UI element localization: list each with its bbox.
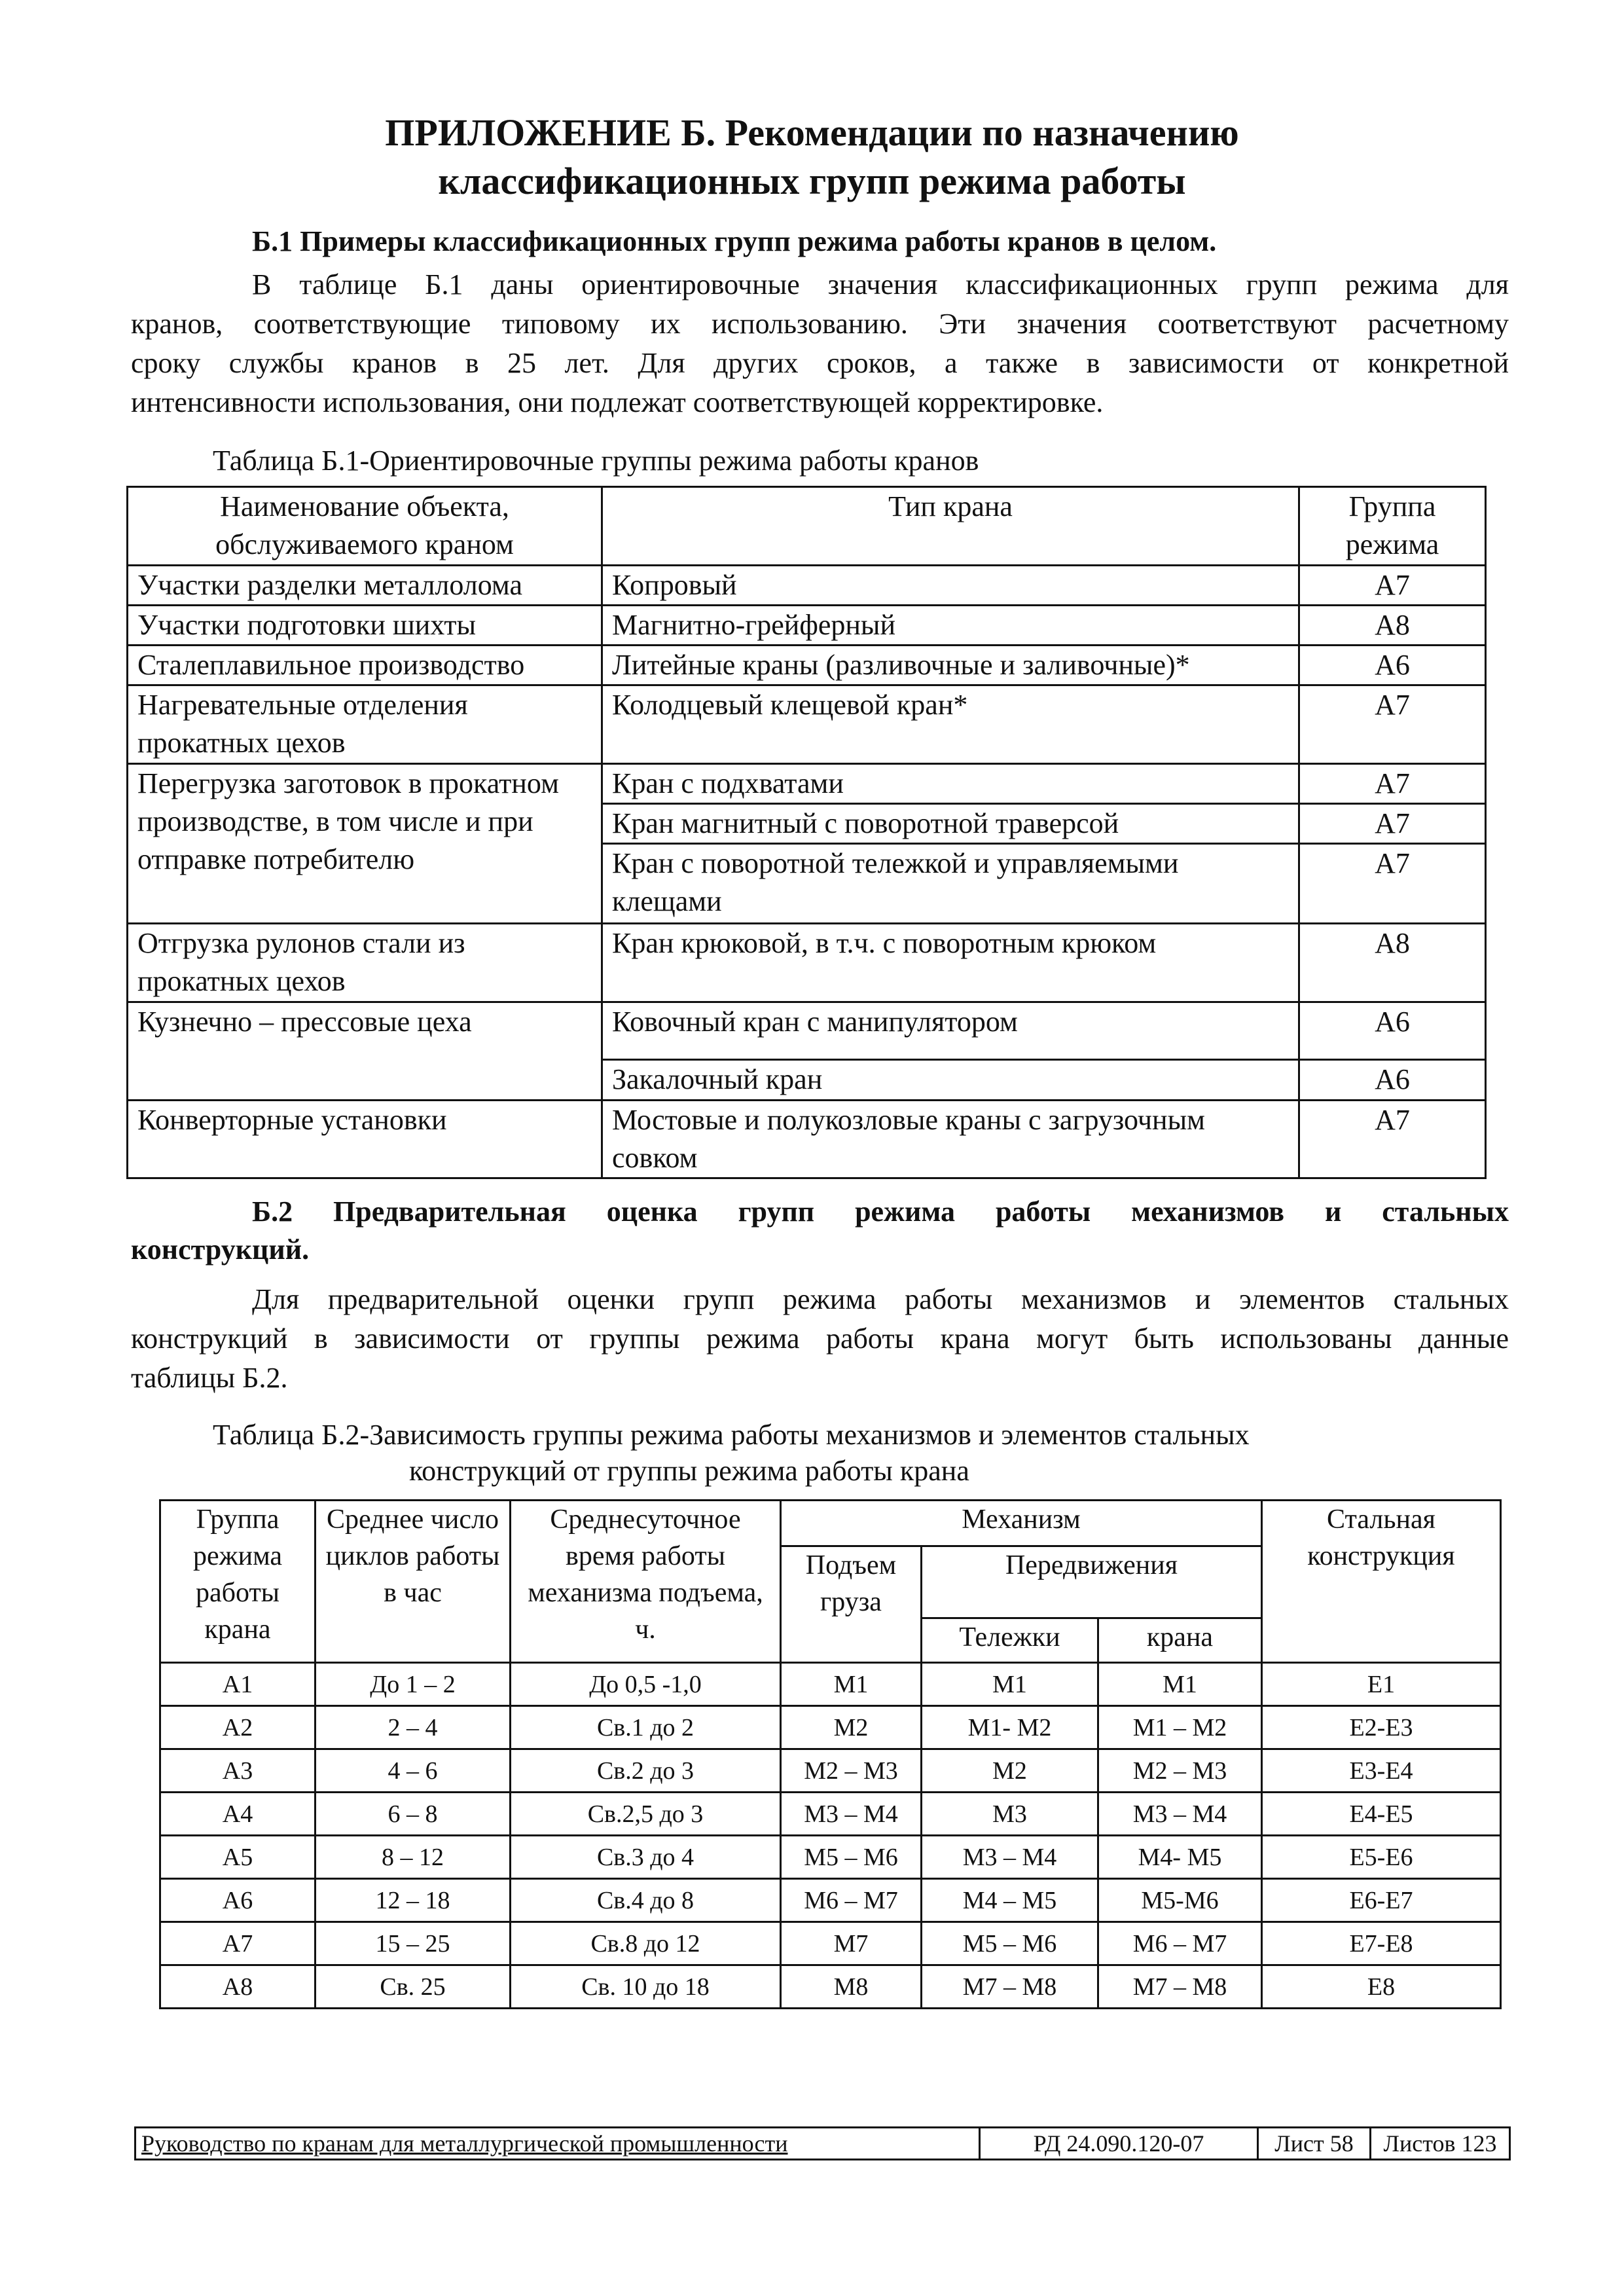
table2-cycles: Св. 25 — [316, 1965, 511, 2009]
table2-group: А1 — [160, 1663, 316, 1706]
paragraph-line: В таблице Б.1 даны ориентировочные значения классификационных групп режима для — [252, 268, 1509, 301]
table2-steel: Е1 — [1262, 1663, 1501, 1706]
table2-time: Св.8 до 12 — [511, 1922, 781, 1965]
section-b1-heading: Б.1 Примеры классификационных групп режима работы кранов в целом. — [252, 225, 1217, 257]
table2-group: А2 — [160, 1706, 316, 1749]
table-row — [128, 685, 1486, 764]
table1-crane: Мостовые и полукозловые краны с загрузочным совком — [602, 1101, 1299, 1178]
table2-caption-line2: конструкций от группы режима работы крана — [409, 1455, 969, 1487]
table2-header-daily-time: Среднесуточное время работы механизма подъема, ч. — [511, 1501, 781, 1663]
table2-cycles: 12 – 18 — [316, 1879, 511, 1922]
table1-group: А8 — [1299, 924, 1486, 1002]
table1-group: А7 — [1299, 804, 1486, 844]
table1-group: А6 — [1299, 1002, 1486, 1060]
paragraph-line: конструкций в зависимости от группы режима работы крана могут быть использованы данные — [131, 1322, 1509, 1355]
table2-cycles: 8 – 12 — [316, 1836, 511, 1879]
table2-lift: М5 – М6 — [781, 1836, 922, 1879]
paragraph-line: интенсивности использования, они подлежат соответствующей корректировке. — [131, 386, 1104, 418]
table1 — [126, 486, 1487, 1179]
table1-group: А7 — [1299, 1101, 1486, 1178]
footer-document-code: РД 24.090.120-07 — [980, 2128, 1258, 2160]
table1-header-row — [128, 487, 1486, 566]
table1-crane: Кран с поворотной тележкой и управляемыми клещами — [602, 844, 1299, 924]
table1-header-group: Группа режима — [1299, 487, 1486, 566]
table2-steel: Е8 — [1262, 1965, 1501, 2009]
table1-crane: Кран магнитный с поворотной траверсой — [602, 804, 1299, 844]
table2-header-mechanism: Механизм — [781, 1501, 1262, 1546]
page-title-line1: ПРИЛОЖЕНИЕ Б. Рекомендации по назначению — [385, 111, 1239, 154]
table2-time: Св.1 до 2 — [511, 1706, 781, 1749]
table2-steel: Е5-Е6 — [1262, 1836, 1501, 1879]
table2-crane: М4- М5 — [1098, 1836, 1262, 1879]
table-row — [128, 646, 1486, 685]
table2 — [159, 1499, 1502, 2009]
footer-sheets-total: Листов 123 — [1371, 2128, 1510, 2160]
table-row — [128, 1002, 1486, 1060]
paragraph-line: сроку службы кранов в 25 лет. Для других сроков, а также в зависимости от конкретной — [131, 347, 1509, 379]
table1-header-object: Наименование объекта, обслуживаемого краном — [128, 487, 602, 566]
table2-trolley: М3 – М4 — [922, 1836, 1098, 1879]
footer-sheet-number: Лист 58 — [1258, 2128, 1371, 2160]
table2-lift: М2 – М3 — [781, 1749, 922, 1793]
table2-trolley: М7 – М8 — [922, 1965, 1098, 2009]
table1-crane: Копровый — [602, 566, 1299, 606]
table2-steel: Е3-Е4 — [1262, 1749, 1501, 1793]
table-row — [160, 1706, 1501, 1749]
table-row — [160, 1749, 1501, 1793]
table2-trolley: М1- М2 — [922, 1706, 1098, 1749]
table2-cycles: До 1 – 2 — [316, 1663, 511, 1706]
table2-time: Св.3 до 4 — [511, 1836, 781, 1879]
table2-time: Св.2,5 до 3 — [511, 1793, 781, 1836]
paragraph-line: Для предварительной оценки групп режима работы механизмов и элементов стальных — [252, 1283, 1509, 1315]
table1-crane: Магнитно-грейферный — [602, 606, 1299, 646]
table2-crane: М1 — [1098, 1663, 1262, 1706]
section-b2-paragraph — [131, 1280, 1509, 1398]
table1-crane: Закалочный кран — [602, 1060, 1299, 1101]
table-row — [160, 1836, 1501, 1879]
table1-object: Перегрузка заготовок в прокатном производстве, в том числе и при отправке потребителю — [128, 764, 602, 924]
table1-object: Участки подготовки шихты — [128, 606, 602, 646]
table2-lift: М3 – М4 — [781, 1793, 922, 1836]
table2-crane: М3 – М4 — [1098, 1793, 1262, 1836]
table1-object: Нагревательные отделения прокатных цехов — [128, 685, 602, 764]
table1-caption: Таблица Б.1-Ориентировочные группы режима работы кранов — [213, 445, 979, 477]
footer-stamp — [134, 2126, 1511, 2160]
table2-lift: М6 – М7 — [781, 1879, 922, 1922]
table2-group: А8 — [160, 1965, 316, 2009]
table2-cycles: 15 – 25 — [316, 1922, 511, 1965]
table2-header-cycles: Среднее число циклов работы в час — [316, 1501, 511, 1663]
table1-object: Отгрузка рулонов стали из прокатных цехов — [128, 924, 602, 1002]
table2-trolley: М4 – М5 — [922, 1879, 1098, 1922]
table1-crane: Литейные краны (разливочные и заливочные)* — [602, 646, 1299, 685]
table1-object: Участки разделки металлолома — [128, 566, 602, 606]
table2-lift: М1 — [781, 1663, 922, 1706]
section-b2-heading-line1: Б.2 Предварительная оценка групп режима работы механизмов и стальных — [252, 1195, 1509, 1228]
table2-lift: М7 — [781, 1922, 922, 1965]
table-row — [160, 1663, 1501, 1706]
table2-steel: Е2-Е3 — [1262, 1706, 1501, 1749]
table2-caption-line1: Таблица Б.2-Зависимость группы режима работы механизмов и элементов стальных — [213, 1419, 1250, 1451]
table-row — [160, 1793, 1501, 1836]
table2-time: До 0,5 -1,0 — [511, 1663, 781, 1706]
table-row — [160, 1965, 1501, 2009]
table2-header-travel: Передвижения — [922, 1546, 1262, 1618]
table2-steel: Е6-Е7 — [1262, 1879, 1501, 1922]
table2-header-group: Группа режима работы крана — [160, 1501, 316, 1663]
table2-crane: М2 – М3 — [1098, 1749, 1262, 1793]
table1-group: А7 — [1299, 764, 1486, 804]
section-b1-paragraph — [131, 265, 1509, 422]
table2-header-trolley: Тележки — [922, 1618, 1098, 1663]
table2-group: А5 — [160, 1836, 316, 1879]
table2-lift: М2 — [781, 1706, 922, 1749]
table2-time: Св. 10 до 18 — [511, 1965, 781, 2009]
table1-header-crane-type: Тип крана — [602, 487, 1299, 566]
table2-trolley: М1 — [922, 1663, 1098, 1706]
table2-group: А3 — [160, 1749, 316, 1793]
page-title-line2: классификационных групп режима работы — [438, 160, 1186, 202]
table-row — [128, 606, 1486, 646]
table2-header-row — [160, 1501, 1501, 1546]
table2-header-steel: Стальная конструкция — [1262, 1501, 1501, 1663]
table-row — [128, 924, 1486, 1002]
table1-crane: Ковочный кран с манипулятором — [602, 1002, 1299, 1060]
table2-cycles: 4 – 6 — [316, 1749, 511, 1793]
paragraph-line: кранов, соответствующие типовому их использованию. Эти значения соответствуют расчетному — [131, 308, 1509, 340]
table-row — [128, 566, 1486, 606]
table2-trolley: М5 – М6 — [922, 1922, 1098, 1965]
footer-document-title: Руководство по кранам для металлургической промышленности — [135, 2128, 980, 2160]
paragraph-line: таблицы Б.2. — [131, 1362, 288, 1394]
table2-steel: Е4-Е5 — [1262, 1793, 1501, 1836]
table1-object: Сталеплавильное производство — [128, 646, 602, 685]
table2-header-lift: Подъем груза — [781, 1546, 922, 1663]
table1-group: А6 — [1299, 646, 1486, 685]
table2-crane: М6 – М7 — [1098, 1922, 1262, 1965]
table2-time: Св.4 до 8 — [511, 1879, 781, 1922]
table-row — [128, 1101, 1486, 1178]
table1-group: А8 — [1299, 606, 1486, 646]
table1-crane: Кран с подхватами — [602, 764, 1299, 804]
table-row — [160, 1879, 1501, 1922]
table1-group: А7 — [1299, 566, 1486, 606]
table2-time: Св.2 до 3 — [511, 1749, 781, 1793]
table1-object: Конверторные установки — [128, 1101, 602, 1178]
table2-group: А6 — [160, 1879, 316, 1922]
table1-object: Кузнечно – прессовые цеха — [128, 1002, 602, 1101]
table2-steel: Е7-Е8 — [1262, 1922, 1501, 1965]
table2-crane: М1 – М2 — [1098, 1706, 1262, 1749]
table2-lift: М8 — [781, 1965, 922, 2009]
table1-group: А7 — [1299, 685, 1486, 764]
table1-crane: Кран крюковой, в т.ч. с поворотным крюком — [602, 924, 1299, 1002]
table-row — [128, 764, 1486, 804]
table-row — [160, 1922, 1501, 1965]
table2-group: А7 — [160, 1922, 316, 1965]
section-b2-heading-line2: конструкций. — [131, 1233, 310, 1266]
table2-group: А4 — [160, 1793, 316, 1836]
table2-crane: М5-М6 — [1098, 1879, 1262, 1922]
table2-crane: М7 – М8 — [1098, 1965, 1262, 2009]
table2-cycles: 2 – 4 — [316, 1706, 511, 1749]
table2-trolley: М2 — [922, 1749, 1098, 1793]
table2-trolley: М3 — [922, 1793, 1098, 1836]
table1-group: А7 — [1299, 844, 1486, 924]
table1-crane: Колодцевый клещевой кран* — [602, 685, 1299, 764]
table2-cycles: 6 – 8 — [316, 1793, 511, 1836]
table1-group: А6 — [1299, 1060, 1486, 1101]
table2-header-crane: крана — [1098, 1618, 1262, 1663]
